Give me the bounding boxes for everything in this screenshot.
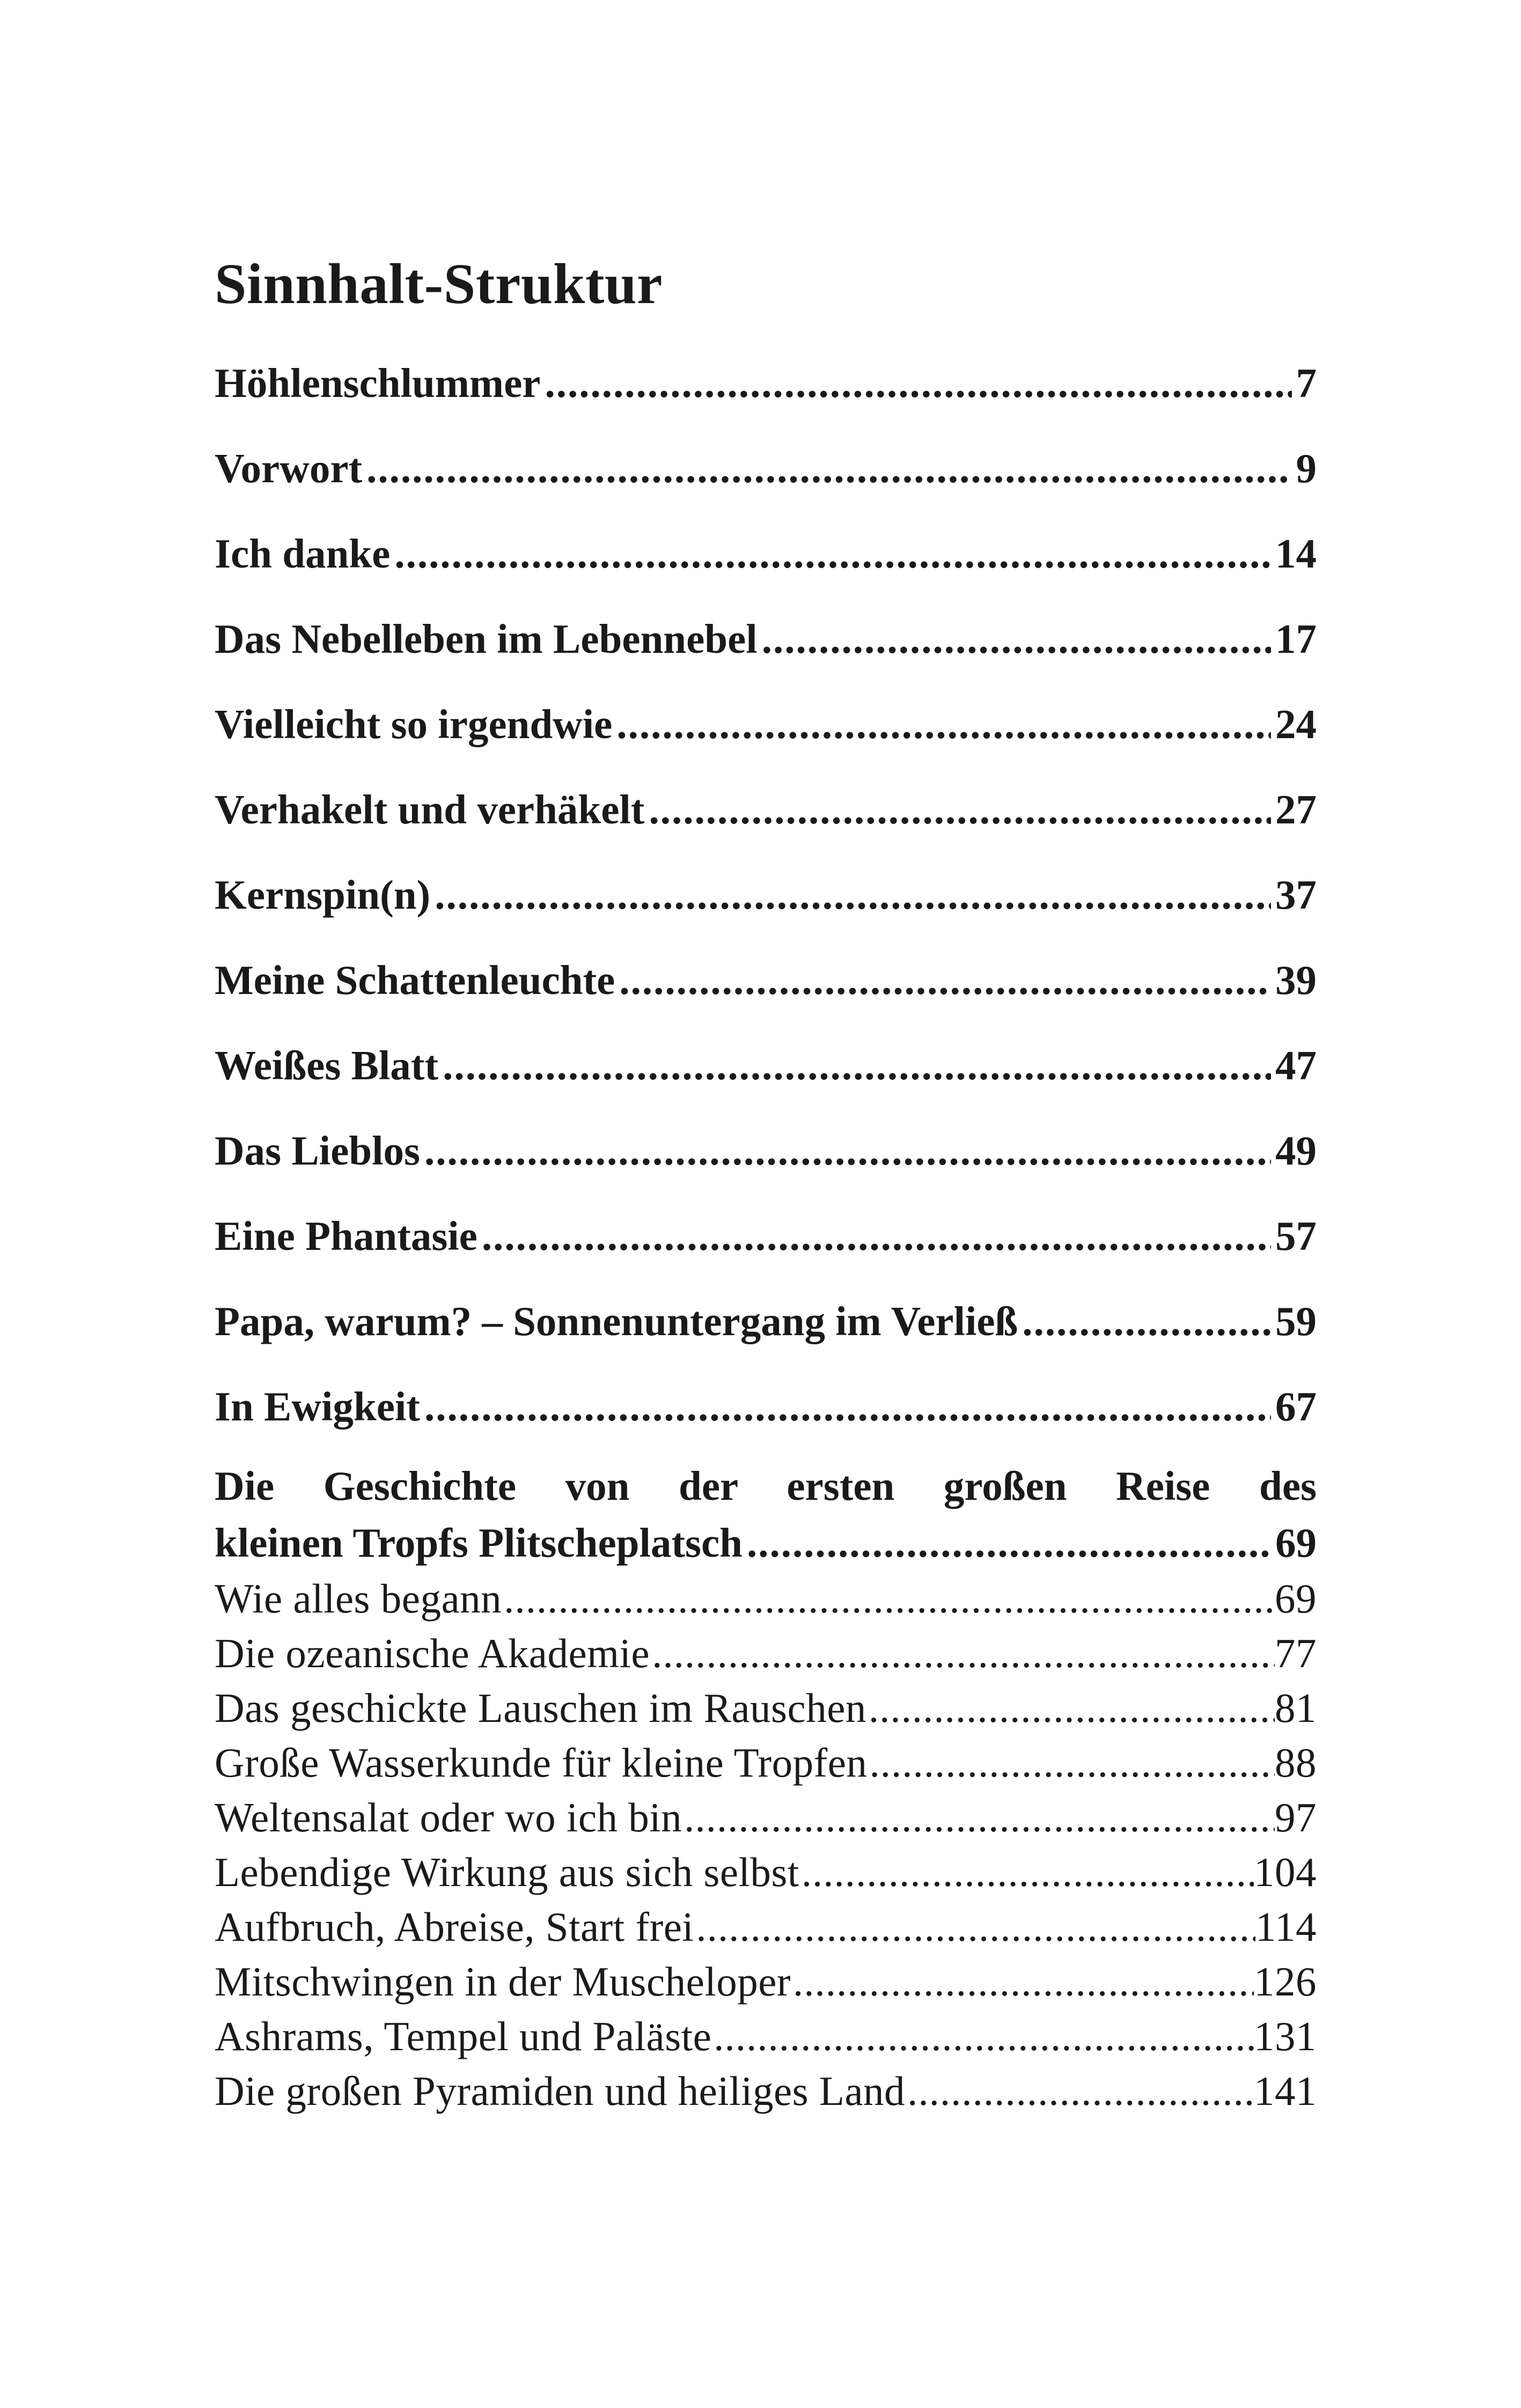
toc-entry	[215, 767, 1317, 852]
toc-subentry-label: Wie alles begann	[215, 1575, 502, 1622]
toc-subentry-label: Lebendige Wirkung aus sich selbst	[215, 1849, 799, 1895]
toc-entry	[215, 1108, 1317, 1194]
toc-subentry	[215, 1626, 1317, 1681]
toc-entry-page: 39	[1275, 957, 1317, 1003]
leader-dots	[652, 1626, 1275, 1681]
toc-subentry-page: 88	[1275, 1740, 1317, 1786]
toc-entry	[215, 1279, 1317, 1364]
toc-subentry	[215, 1790, 1317, 1845]
toc-entry-label: In Ewigkeit	[215, 1383, 420, 1430]
toc-subentry-label: Große Wasserkunde für kleine Tropfen	[215, 1740, 868, 1786]
toc-entry-page: 9	[1296, 445, 1317, 491]
leader-dots	[616, 682, 1271, 767]
toc-entry-page: 69	[1275, 1520, 1317, 1566]
leader-dots	[649, 767, 1271, 852]
toc-entry-label: Vielleicht so irgendwie	[215, 701, 613, 747]
toc-entry	[215, 511, 1317, 597]
toc-entry-page: 49	[1275, 1128, 1317, 1174]
toc-entry-label: Weißes Blatt	[215, 1042, 439, 1088]
toc-entry	[215, 341, 1317, 426]
toc-entry-label: Papa, warum? – Sonnenuntergang im Verließ	[215, 1298, 1018, 1344]
leader-dots	[424, 1108, 1271, 1194]
toc-entry-page: 59	[1275, 1298, 1317, 1344]
toc-subentry-label: Die großen Pyramiden und heiliges Land	[215, 2068, 906, 2114]
toc-entry-line2	[215, 1514, 1317, 1571]
leader-dots	[684, 1790, 1275, 1845]
leader-dots	[619, 938, 1271, 1023]
table-of-contents	[215, 252, 1317, 2118]
toc-entry-label: Meine Schattenleuchte	[215, 957, 615, 1003]
toc-subentry-label: Das geschickte Lauschen im Rauschen	[215, 1685, 866, 1731]
toc-subentry	[215, 1954, 1317, 2009]
toc-entry-label: Das Nebelleben im Lebennebel	[215, 616, 758, 662]
toc-entry-label: Kernspin(n)	[215, 872, 431, 918]
toc-subentry-label: Mitschwingen in der Muscheloper	[215, 1958, 791, 2005]
leader-dots	[696, 1899, 1255, 1954]
toc-entry-page: 24	[1275, 701, 1317, 747]
toc-subentry	[215, 1571, 1317, 1626]
toc-entry-page: 17	[1275, 616, 1317, 662]
page-title: Sinnhalt-Struktur	[215, 253, 663, 316]
toc-subentry-page: 69	[1275, 1575, 1317, 1622]
toc-subentry-page: 77	[1275, 1630, 1317, 1676]
leader-dots	[504, 1571, 1275, 1626]
leader-dots	[394, 511, 1271, 597]
toc-subentry-page: 131	[1254, 2013, 1317, 2059]
toc-subentry-page: 126	[1254, 1958, 1317, 2005]
leader-dots	[869, 1681, 1275, 1735]
toc-subentry-page: 104	[1254, 1849, 1317, 1895]
leader-dots	[435, 852, 1271, 938]
toc-entry-label-line2: kleinen Tropfs Plitscheplatsch	[215, 1520, 743, 1566]
toc-entry-label: Ich danke	[215, 531, 391, 577]
toc-entry-page: 57	[1275, 1213, 1317, 1259]
toc-subentry-page: 97	[1275, 1794, 1317, 1840]
toc-entry-long	[215, 1457, 1317, 1571]
toc-entry	[215, 1364, 1317, 1449]
leader-dots	[366, 426, 1291, 511]
toc-entry-page: 67	[1275, 1383, 1317, 1430]
toc-subentry	[215, 1845, 1317, 1899]
leader-dots	[482, 1194, 1271, 1279]
toc-entry-page: 47	[1275, 1042, 1317, 1088]
toc-entry-label-line1: Die Geschichte von der ersten großen Reise des	[215, 1463, 1317, 1509]
toc-subentry-label: Weltensalat oder wo ich bin	[215, 1794, 682, 1840]
toc-entry-page: 14	[1275, 531, 1317, 577]
toc-entry-page: 27	[1275, 786, 1317, 833]
leader-dots	[424, 1364, 1271, 1449]
leader-dots	[907, 2064, 1254, 2118]
leader-dots	[747, 1514, 1271, 1571]
leader-dots	[762, 597, 1271, 682]
toc-entry-label: Vorwort	[215, 445, 363, 491]
leader-dots	[545, 341, 1291, 426]
toc-entry-label: Verhakelt und verhäkelt	[215, 786, 645, 833]
toc-entry	[215, 597, 1317, 682]
toc-entry	[215, 682, 1317, 767]
toc-subentry-page: 114	[1255, 1904, 1317, 1950]
toc-entry-page: 7	[1296, 360, 1317, 406]
toc-entry-page: 37	[1275, 872, 1317, 918]
leader-dots	[443, 1023, 1271, 1108]
toc-entry-label: Höhlenschlummer	[215, 360, 541, 406]
toc-subentry-page: 141	[1254, 2068, 1317, 2114]
toc-entry	[215, 1194, 1317, 1279]
toc-subentry	[215, 1899, 1317, 1954]
leader-dots	[714, 2009, 1254, 2064]
toc-subentry-page: 81	[1275, 1685, 1317, 1731]
toc-entry	[215, 426, 1317, 511]
toc-subentry	[215, 2064, 1317, 2118]
toc-entry	[215, 1023, 1317, 1108]
leader-dots	[1022, 1279, 1271, 1364]
toc-entry	[215, 852, 1317, 938]
leader-dots	[869, 1735, 1275, 1790]
toc-subentry-label: Die ozeanische Akademie	[215, 1630, 650, 1676]
leader-dots	[802, 1845, 1254, 1899]
toc-entry-label: Das Lieblos	[215, 1128, 420, 1174]
leader-dots	[793, 1954, 1254, 2009]
toc-entry	[215, 938, 1317, 1023]
toc-list	[215, 341, 1317, 2118]
toc-subentry-label: Ashrams, Tempel und Paläste	[215, 2013, 712, 2059]
toc-subentry	[215, 1735, 1317, 1790]
toc-subentry	[215, 1681, 1317, 1735]
toc-entry-label: Eine Phantasie	[215, 1213, 477, 1259]
toc-subentry	[215, 2009, 1317, 2064]
toc-subentry-label: Aufbruch, Abreise, Start frei	[215, 1904, 694, 1950]
